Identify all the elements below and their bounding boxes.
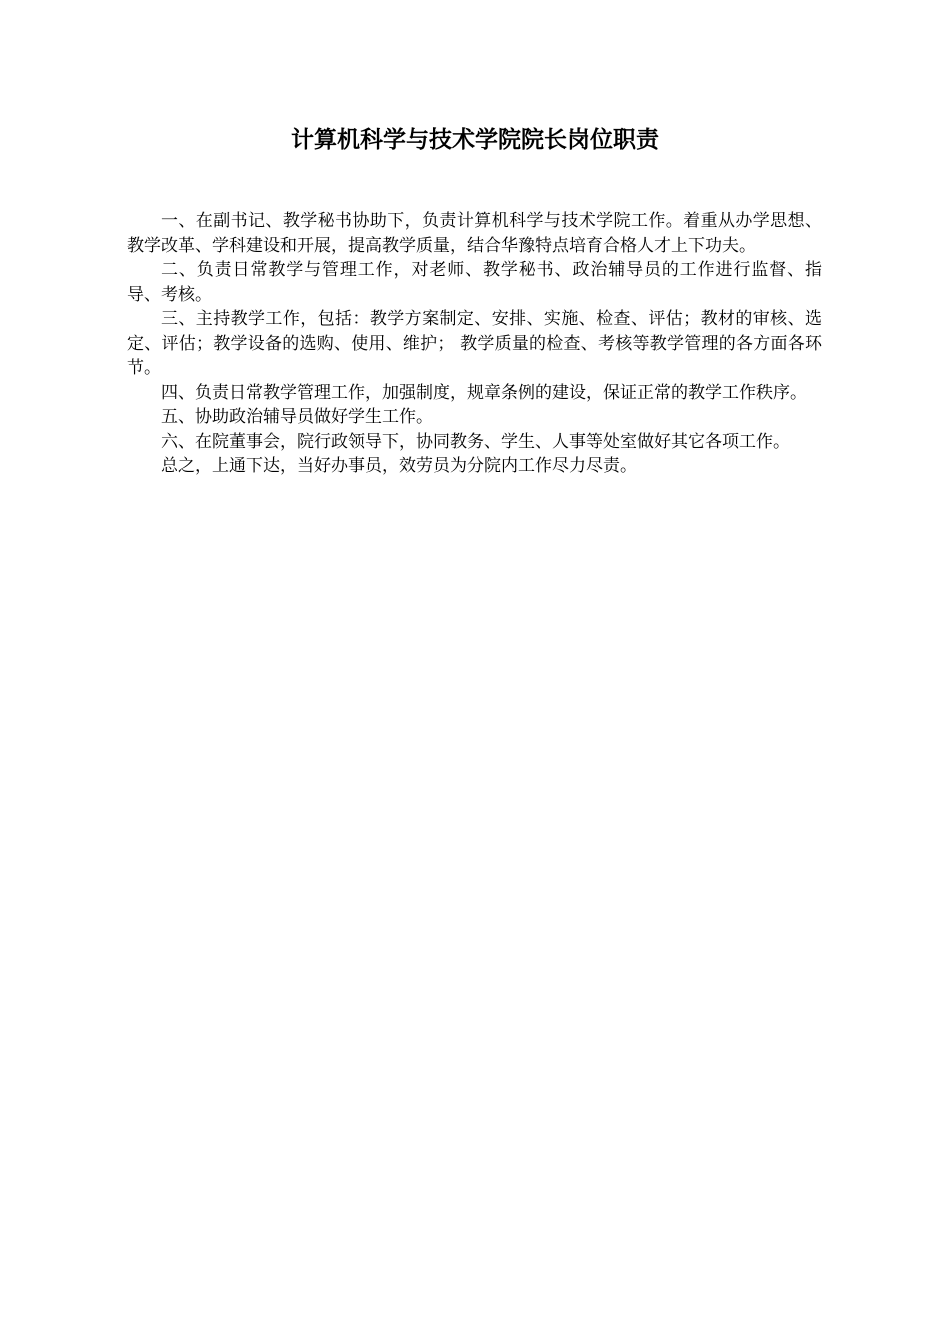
paragraph-6: 六、在院董事会，院行政领导下，协同教务、学生、人事等处室做好其它各项工作。 — [161, 431, 790, 452]
paragraph-5: 五、协助政治辅导员做好学生工作。 — [161, 407, 433, 427]
document-title: 计算机科学与技术学院院长岗位职责 — [291, 127, 659, 153]
paragraph-3: 三、主持教学工作，包括：教学方案制定、安排、实施、检查、评估；教材的审核、选定、评估；教学设备的选购、使用、维护； 教学质量的检查、考核等教学管理的各方面各环节。 — [127, 309, 822, 378]
paragraph-2: 二、负责日常教学与管理工作，对老师、教学秘书、政治辅导员的工作进行监督、指导、考核。 — [127, 260, 822, 305]
paragraph-summary: 总之，上通下达，当好办事员，效劳员为分院内工作尽力尽责。 — [161, 456, 637, 476]
paragraph-4: 四、负责日常教学管理工作，加强制度，规章条例的建设，保证正常的教学工作秩序。 — [161, 382, 807, 403]
document-body — [127, 209, 822, 479]
paragraph-1: 一、在副书记、教学秘书协助下，负责计算机科学与技术学院工作。着重从办学思想、教学改革、学科建设和开展，提高教学质量，结合华豫特点培育合格人才上下功夫。 — [127, 211, 822, 256]
